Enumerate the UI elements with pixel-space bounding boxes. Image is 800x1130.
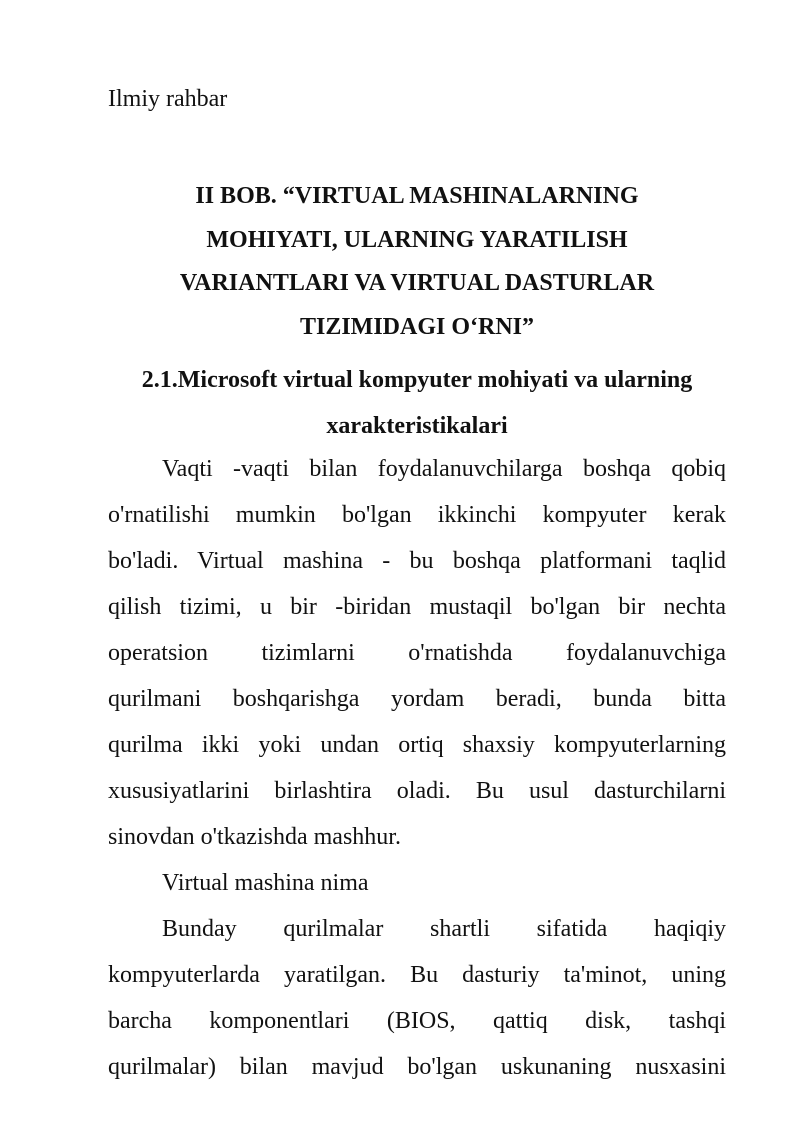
chapter-title-line: II BOB. “VIRTUAL MASHINALARNING [195,183,639,209]
paragraph-line: o'rnatilishi mumkin bo'lgan ikkinchi kompyuter kerak [108,502,726,528]
paragraph-line: xususiyatlarini birlashtira oladi. Bu usul dasturchilarni [108,778,726,804]
paragraph-line: bo'ladi. Virtual mashina - bu boshqa platformani taqlid [108,548,726,574]
subheading: Virtual mashina nima [162,870,369,896]
paragraph-line: sinovdan o'tkazishda mashhur. [108,824,401,850]
paragraph-line: qurilmani boshqarishga yordam beradi, bunda bitta [108,686,726,712]
chapter-title-line: MOHIYATI, ULARNING YARATILISH [206,226,628,253]
paragraph-line: barcha komponentlari (BIOS, qattiq disk, tashqi [108,1008,726,1034]
supervisor-label: Ilmiy rahbar [108,86,228,112]
chapter-title-line: TIZIMIDAGI O‘RNI” [299,313,535,340]
chapter-title [108,175,726,349]
chapter-title-line: VARIANTLARI VA VIRTUAL DASTURLAR [179,270,655,296]
section-title-line: xarakteristikalari [326,413,508,439]
section-title [108,357,726,449]
paragraph-line: qilish tizimi, u bir -biridan mustaqil bo'lgan bir nechta [108,594,726,620]
paragraph-line: qurilma ikki yoki undan ortiq shaxsiy kompyuterlarning [108,732,726,758]
section-title-line: 2.1.Microsoft virtual kompyuter mohiyati va ularning [141,367,693,393]
paragraph-line: qurilmalar) bilan mavjud bo'lgan uskunaning nusxasini [108,1054,726,1080]
paragraph-line: Bunday qurilmalar shartli sifatida haqiqiy [162,916,726,942]
paragraph-line: Vaqti -vaqti bilan foydalanuvchilarga boshqa qobiq [162,456,726,482]
paragraph-line: operatsion tizimlarni o'rnatishda foydalanuvchiga [108,640,726,666]
paragraph-line: kompyuterlarda yaratilgan. Bu dasturiy ta'minot, uning [108,962,726,988]
